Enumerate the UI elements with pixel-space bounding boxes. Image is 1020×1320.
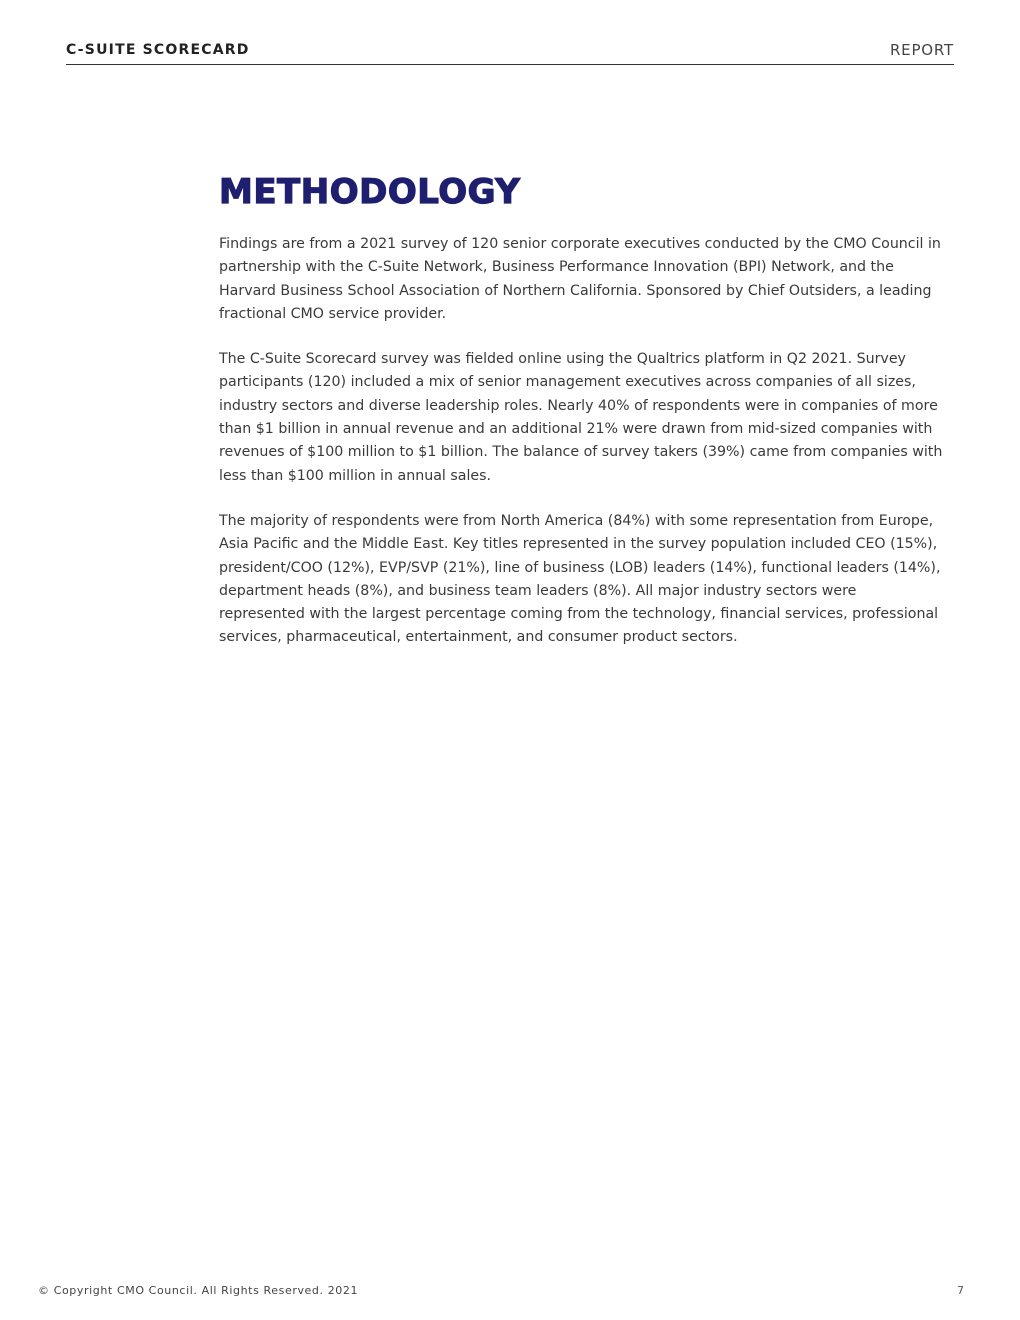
methodology-body <box>219 233 945 672</box>
section-title: METHODOLOGY <box>219 172 521 212</box>
report-series-title: C-SUITE SCORECARD <box>66 42 250 58</box>
footer-copyright: © Copyright CMO Council. All Rights Reserved. 2021 <box>38 1284 359 1297</box>
report-label: REPORT <box>889 41 954 59</box>
page-number: 7 <box>957 1284 964 1297</box>
paragraph-survey-overview: Findings are from a 2021 survey of 120 senior corporate executives conducted by the CMO Council in partnership with the C-Suite Network, Business Performance Innovation (BPI) Network, and the Harvard Business School Association of Northern California. Sponsored by Chief Outsiders, a leading fractional CMO service provider. <box>219 236 941 322</box>
page-header <box>66 40 954 65</box>
paragraph-survey-participants: The C-Suite Scorecard survey was fielded online using the Qualtrics platform in Q2 2021. Survey participants (120) included a mix of senior management executives across companies of all sizes, industry sectors and diverse leadership roles. Nearly 40% of respondents were in companies of more than $1 billion in annual revenue and an additional 21% were drawn from mid-sized companies with revenues of $100 million to $1 billion. The balance of survey takers (39%) came from companies with less than $100 million in annual sales. <box>219 351 943 484</box>
paragraph-respondent-demographics: The majority of respondents were from North America (84%) with some representation from Europe, Asia Pacific and the Middle East. Key titles represented in the survey population included CEO (15%), president/COO (12%), EVP/SVP (21%), line of business (LOB) leaders (14%), functional leaders (14%), department heads (8%), and business team leaders (8%). All major industry sectors were represented with the largest percentage coming from the technology, financial services, professional services, pharmaceutical, entertainment, and consumer product sectors. <box>219 512 941 646</box>
